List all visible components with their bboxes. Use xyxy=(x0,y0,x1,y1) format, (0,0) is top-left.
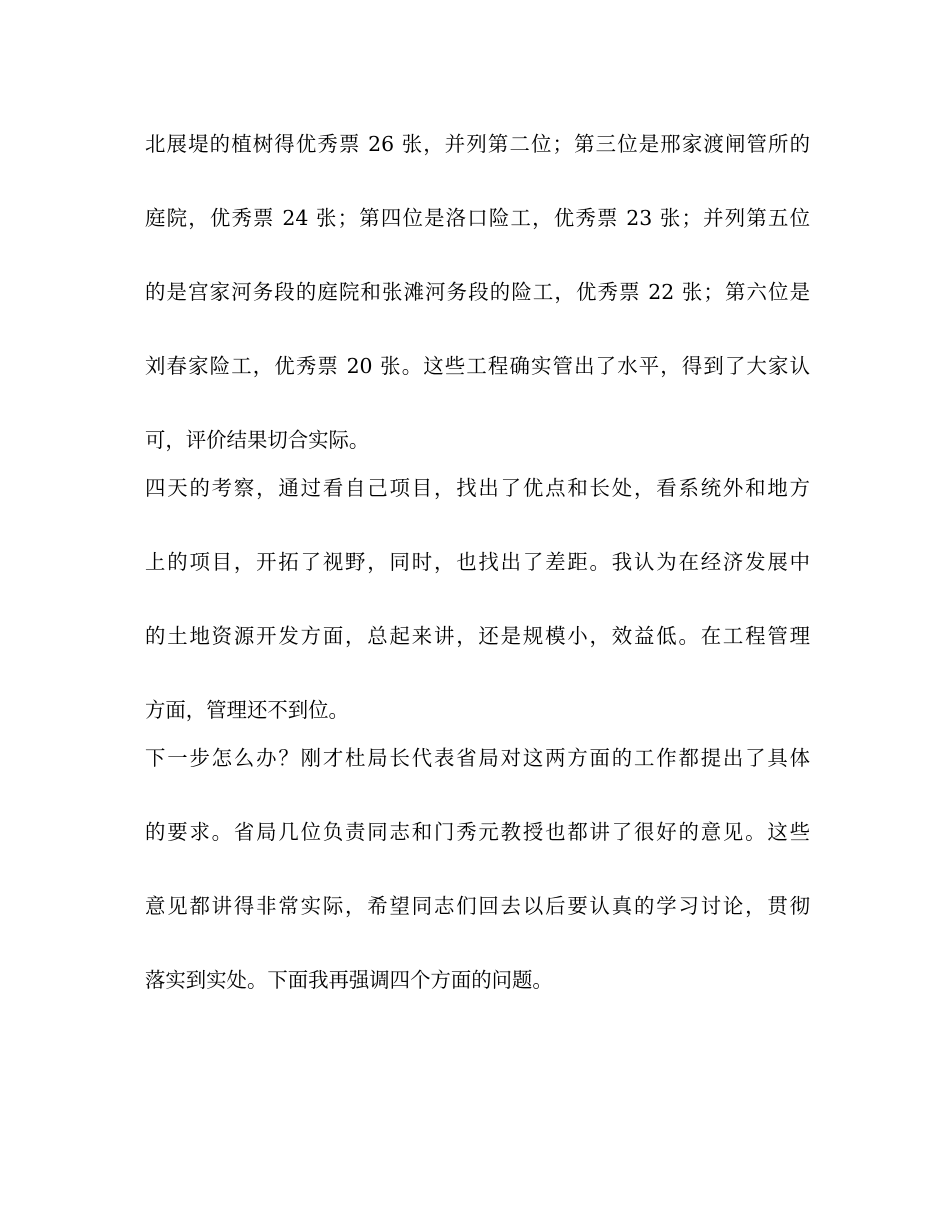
document-body xyxy=(145,124,810,1008)
paragraph-line: 的土地资源开发方面，总起来讲，还是规模小，效益低。在工程管理 xyxy=(145,624,810,648)
paragraph-line: 四天的考察，通过看自己项目，找出了优点和长处，看系统外和地方 xyxy=(145,476,810,500)
paragraph-line: 上的项目，开拓了视野，同时，也找出了差距。我认为在经济发展中 xyxy=(145,550,810,574)
paragraph-line: 刘春家险工，优秀票 20 张。这些工程确实管出了水平，得到了大家认 xyxy=(145,354,810,378)
paragraph-line: 庭院，优秀票 24 张；第四位是洛口险工，优秀票 23 张；并列第五位 xyxy=(145,206,810,230)
paragraph-line: 下一步怎么办？刚才杜局长代表省局对这两方面的工作都提出了具体 xyxy=(145,746,810,770)
paragraph-line: 的是宫家河务段的庭院和张滩河务段的险工，优秀票 22 张；第六位是 xyxy=(145,280,810,304)
paragraph-2 xyxy=(145,468,810,738)
paragraph-line: 落实到实处。下面我再强调四个方面的问题。 xyxy=(145,968,553,992)
paragraph-line: 方面，管理还不到位。 xyxy=(145,698,349,722)
paragraph-line: 意见都讲得非常实际，希望同志们回去以后要认真的学习讨论，贯彻 xyxy=(145,894,810,918)
paragraph-line: 可，评价结果切合实际。 xyxy=(145,428,370,452)
paragraph-line: 的要求。省局几位负责同志和门秀元教授也都讲了很好的意见。这些 xyxy=(145,820,810,844)
paragraph-1 xyxy=(145,124,810,468)
paragraph-line: 北展堤的植树得优秀票 26 张，并列第二位；第三位是邢家渡闸管所的 xyxy=(145,132,810,156)
paragraph-3 xyxy=(145,738,810,1008)
